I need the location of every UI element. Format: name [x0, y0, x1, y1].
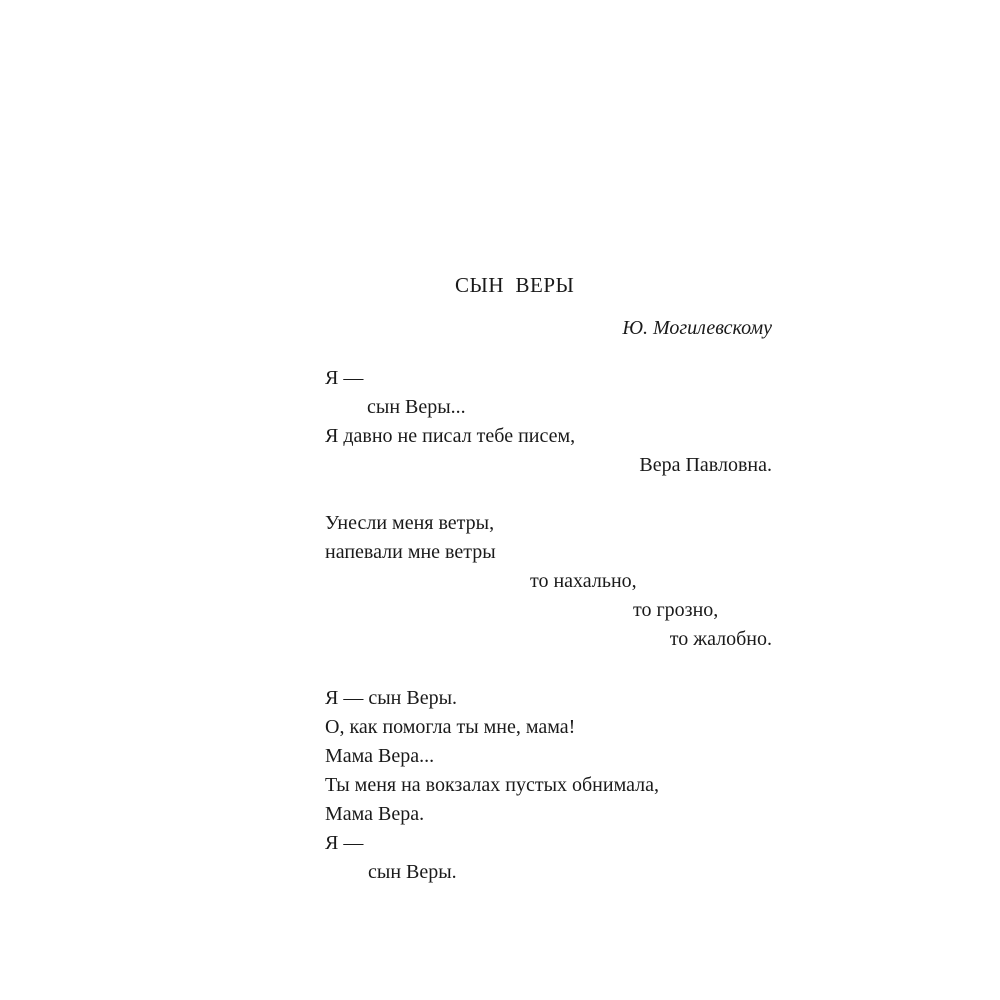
poem-line: то нахально, [530, 570, 637, 592]
poem-dedication: Ю. Могилевскому [622, 317, 772, 339]
poem-title: СЫН ВЕРЫ [455, 273, 575, 297]
poem-line: Мама Вера... [325, 745, 435, 767]
poem-line: напевали мне ветры [325, 541, 496, 563]
poem-line: Я — сын Веры. [325, 687, 458, 709]
poem-line: Мама Вера. [325, 803, 425, 825]
poem-line: Я — [325, 367, 364, 389]
poem-line: то жалобно. [669, 628, 772, 650]
poem-line: сын Веры... [367, 396, 466, 418]
poem-line: О, как помогла ты мне, мама! [325, 716, 576, 738]
poem-line: Я давно не писал тебе писем, [325, 425, 576, 447]
poem-line: то грозно, [633, 599, 719, 621]
poem-line: сын Веры. [368, 861, 457, 883]
poem-line: Вера Павловна. [639, 454, 772, 476]
poem-line: Я — [325, 832, 364, 854]
poem-line: Унесли меня ветры, [325, 512, 495, 534]
poem-line: Ты меня на вокзалах пустых обнимала, [325, 774, 660, 796]
